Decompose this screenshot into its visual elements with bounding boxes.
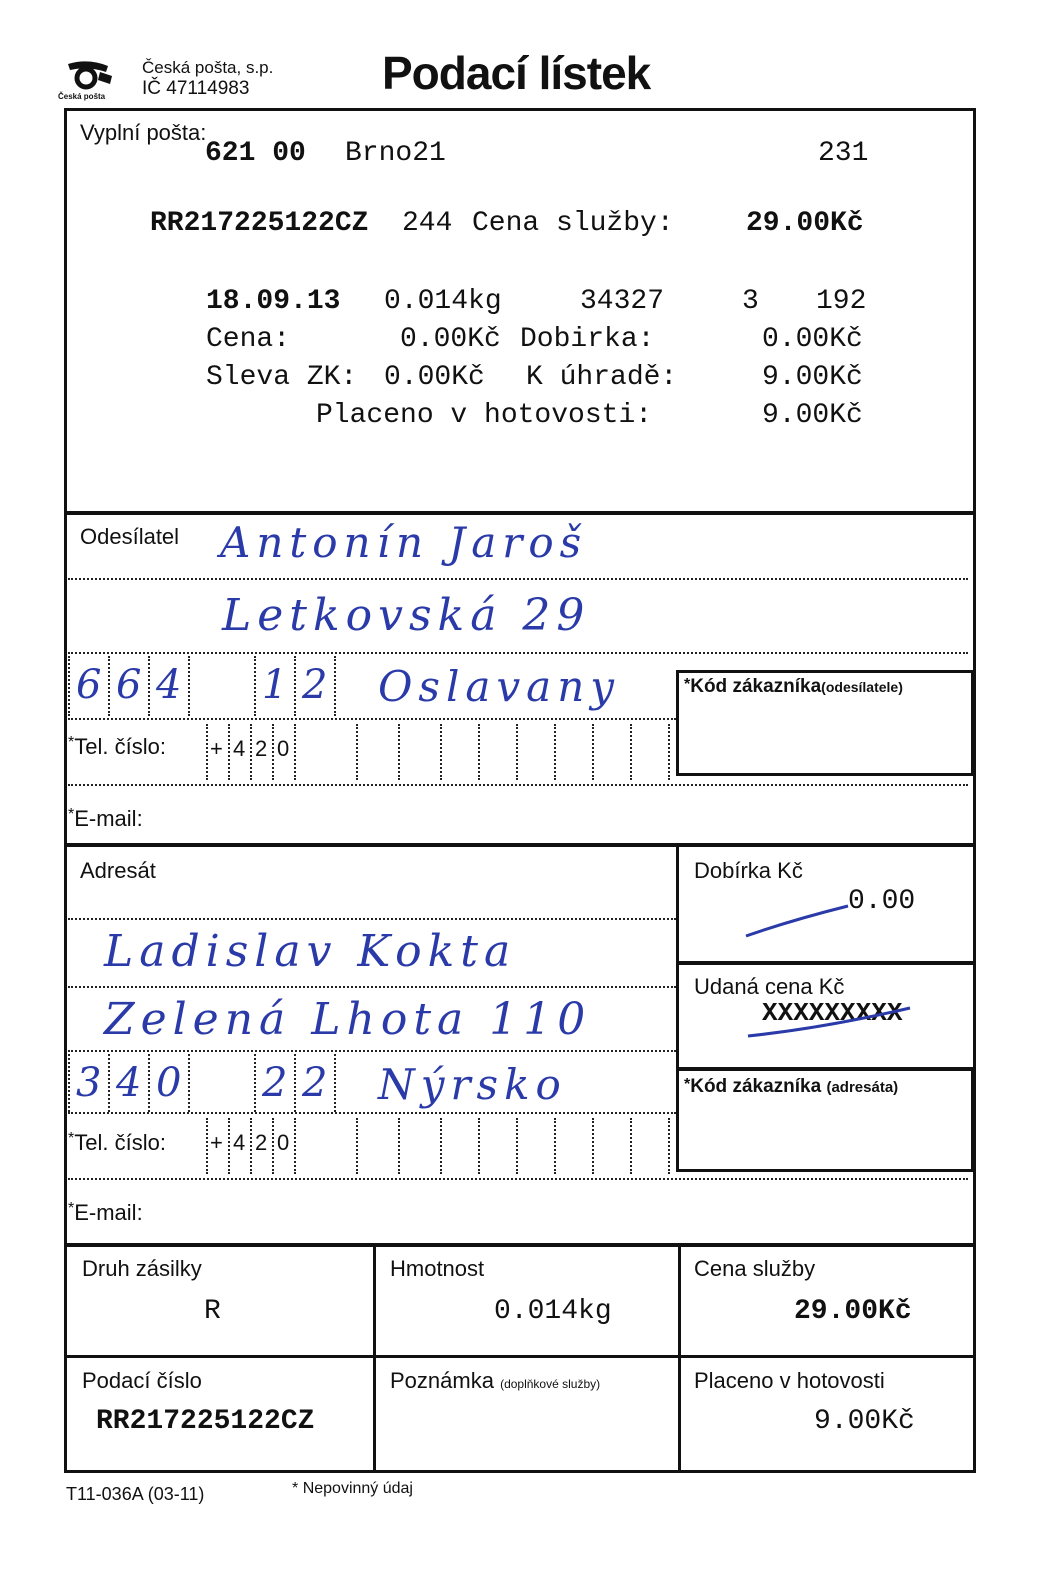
addressee-tel-grid (206, 1118, 676, 1176)
sender-tel-char: 2 (255, 736, 268, 761)
sender-street: Letkovská 29 (222, 590, 591, 641)
sender-zip-digit: 6 (76, 662, 108, 708)
addressee-zip-digit: 2 (302, 1060, 334, 1106)
addressee-tel-char: 2 (255, 1130, 268, 1155)
cod-label: Dobírka Kč (694, 858, 803, 883)
sender-tel-char: 0 (277, 736, 290, 761)
sender-zip-digit: 6 (116, 662, 148, 708)
summary-paid-label: Placeno v hotovosti (694, 1368, 885, 1393)
sender-line3 (68, 718, 676, 720)
sender-tel-grid (206, 724, 676, 782)
addressee-zip-digit: 3 (76, 1060, 108, 1106)
addressee-line4 (68, 1112, 676, 1114)
sender-city: Oslavany (378, 662, 621, 711)
addressee-label: Adresát (80, 858, 156, 883)
receipt-sleva-value: 0.00Kč (384, 362, 485, 393)
receipt-weight: 0.014kg (384, 286, 502, 317)
receipt-postcode: 621 00 (205, 138, 306, 169)
sender-line4 (68, 784, 968, 786)
summary-price-value: 29.00Kč (794, 1296, 912, 1327)
receipt-code: 244 (402, 208, 453, 239)
receipt-placeno-label: Placeno v hotovosti: (316, 400, 653, 431)
addressee-city: Nýrsko (378, 1060, 567, 1109)
page-title: Podací lístek (382, 47, 651, 99)
summary-paid-value: 9.00Kč (814, 1406, 915, 1437)
receipt-office: Brno21 (345, 138, 446, 169)
summary-price-label: Cena služby (694, 1256, 816, 1281)
addressee-line5 (68, 1178, 968, 1180)
cod-value: 0.00 (848, 886, 916, 917)
declared-strike (744, 1002, 914, 1042)
sender-customer-code-label: *Kód zákazníka(odesílatele) (684, 676, 903, 697)
receipt-date: 18.09.13 (206, 286, 341, 317)
company-ic: IČ 47114983 (142, 78, 250, 99)
sender-line1 (68, 578, 968, 580)
addressee-street: Zelená Lhota 110 (104, 994, 592, 1045)
receipt-label: Vyplní pošta: (80, 120, 207, 145)
receipt-placeno-value: 9.00Kč (762, 400, 863, 431)
sender-name: Antonín Jaroš (220, 518, 588, 567)
receipt-cena-value: 0.00Kč (400, 324, 501, 355)
receipt-dobirka-value: 0.00Kč (762, 324, 863, 355)
optional-note: * Nepovinný údaj (292, 1480, 413, 1497)
receipt-service-price: 29.00Kč (746, 208, 864, 239)
receipt-counter: 231 (818, 138, 869, 169)
addressee-customer-code-label: *Kód zákazníka (adresáta) (684, 1076, 899, 1097)
addressee-line2 (68, 986, 676, 988)
declared-label: Udaná cena Kč (694, 974, 845, 999)
receipt-uhrade-label: K úhradě: (526, 362, 678, 393)
addressee-name: Ladislav Kokta (104, 926, 517, 977)
sender-line2 (68, 652, 968, 654)
sender-tel-label: *Tel. číslo: (68, 734, 166, 759)
addressee-zip-digit: 4 (116, 1060, 148, 1106)
addressee-line3 (68, 1050, 676, 1052)
addressee-tel-char: 4 (233, 1130, 246, 1155)
sender-tel-char: + (210, 736, 223, 761)
addressee-line1 (68, 918, 676, 920)
logo-subtitle: Česká pošta (58, 92, 106, 101)
summary-note-label: Poznámka (doplňkové služby) (390, 1368, 601, 1393)
summary-type-value: R (204, 1296, 221, 1327)
summary-number-value: RR217225122CZ (96, 1406, 315, 1437)
summary-type-label: Druh zásilky (82, 1256, 202, 1281)
receipt-cena-label: Cena: (206, 324, 291, 355)
receipt-tracking: RR217225122CZ (150, 208, 369, 239)
receipt-num1: 34327 (580, 286, 665, 317)
addressee-zip-digit: 0 (156, 1060, 188, 1106)
addressee-zip-row (68, 1054, 676, 1114)
addressee-tel-label: *Tel. číslo: (68, 1130, 166, 1155)
declared-value: XXXXXXXXX (762, 998, 903, 1028)
summary-weight-label: Hmotnost (390, 1256, 485, 1281)
sender-tel-char: 4 (233, 736, 246, 761)
receipt-num2: 3 (742, 286, 759, 317)
receipt-dobirka-label: Dobirka: (520, 324, 655, 355)
sender-label: Odesílatel (80, 524, 180, 549)
addressee-email-label: *E-mail: (68, 1200, 143, 1225)
summary-number-label: Podací číslo (82, 1368, 202, 1393)
receipt-num3: 192 (816, 286, 867, 317)
summary-weight-value: 0.014kg (494, 1296, 612, 1327)
sender-email-label: *E-mail: (68, 806, 143, 831)
sender-zip-digit: 1 (262, 662, 294, 708)
addressee-tel-char: 0 (277, 1130, 290, 1155)
sender-zip-row (68, 656, 676, 718)
addressee-zip-digit: 2 (262, 1060, 294, 1106)
sender-zip-digit: 2 (302, 662, 334, 708)
form-code: T11-036A (03-11) (66, 1484, 205, 1504)
receipt-sleva-label: Sleva ZK: (206, 362, 358, 393)
company-name: Česká pošta, s.p. (142, 58, 274, 77)
receipt-uhrade-value: 9.00Kč (762, 362, 863, 393)
sender-zip-digit: 4 (156, 662, 188, 708)
addressee-tel-char: + (210, 1130, 223, 1155)
cod-strike (742, 900, 852, 940)
receipt-service-label: Cena služby: (472, 208, 674, 239)
